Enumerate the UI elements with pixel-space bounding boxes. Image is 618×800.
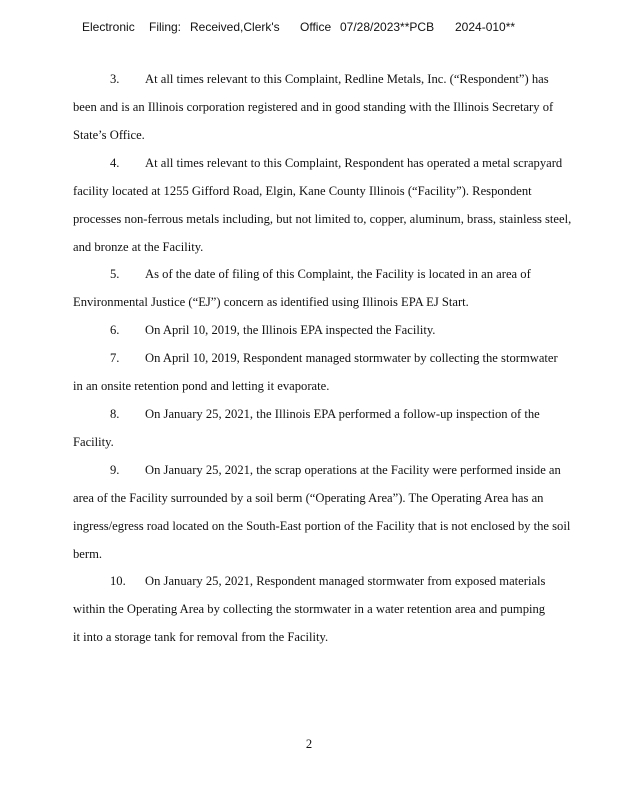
- header-filing: Filing:: [149, 20, 182, 34]
- paragraph-number: 7.: [110, 351, 120, 365]
- paragraph-line: At all times relevant to this Complaint, Respondent has operated a metal scrapyard: [145, 156, 563, 170]
- header-electronic: Electronic: [82, 20, 135, 34]
- paragraph-line: On April 10, 2019, Respondent managed stormwater by collecting the stormwater: [145, 351, 558, 365]
- paragraph-line: processes non-ferrous metals including, but not limited to, copper, aluminum, brass, stainless steel,: [73, 212, 572, 226]
- paragraph-line: State’s Office.: [73, 128, 145, 142]
- paragraph-line: berm.: [73, 547, 103, 561]
- paragraph-number: 9.: [110, 463, 120, 477]
- paragraph-line: As of the date of filing of this Complaint, the Facility is located in an area of: [145, 267, 531, 281]
- filing-stamp-header: [0, 20, 618, 36]
- paragraph-number: 5.: [110, 267, 120, 281]
- paragraph-line: Facility.: [73, 435, 114, 449]
- header-office: Office: [300, 20, 332, 34]
- paragraph-line: Environmental Justice (“EJ”) concern as identified using Illinois EPA EJ Start.: [73, 295, 469, 309]
- paragraph-line: At all times relevant to this Complaint, Redline Metals, Inc. (“Respondent”) has: [145, 72, 549, 86]
- page-number: 2: [305, 737, 313, 751]
- paragraph-line: area of the Facility surrounded by a soil berm (“Operating Area”). The Operating Area has an: [73, 491, 544, 505]
- header-received-clerks: Received,Clerk's: [190, 20, 280, 34]
- paragraph-line: in an onsite retention pond and letting it evaporate.: [73, 379, 330, 393]
- paragraph-number: 4.: [110, 156, 120, 170]
- paragraph-line: ingress/egress road located on the South-East portion of the Facility that is not enclosed by the soil: [73, 519, 571, 533]
- paragraph-number: 8.: [110, 407, 120, 421]
- paragraph-number: 3.: [110, 72, 120, 86]
- header-date-code: 07/28/2023**PCB: [340, 20, 435, 34]
- paragraph-line: been and is an Illinois corporation registered and in good standing with the Illinois Secretary of: [73, 100, 554, 114]
- paragraph-line: On April 10, 2019, the Illinois EPA inspected the Facility.: [145, 323, 436, 337]
- paragraph-line: On January 25, 2021, the scrap operations at the Facility were performed inside an: [145, 463, 561, 477]
- paragraph-line: within the Operating Area by collecting the stormwater in a water retention area and pumping: [73, 602, 546, 616]
- paragraph-line: On January 25, 2021, the Illinois EPA performed a follow-up inspection of the: [145, 407, 540, 421]
- paragraph-line: and bronze at the Facility.: [73, 240, 204, 254]
- paragraph-number: 6.: [110, 323, 120, 337]
- header-case-number: 2024-010**: [455, 20, 516, 34]
- paragraph-line: On January 25, 2021, Respondent managed stormwater from exposed materials: [145, 574, 546, 588]
- paragraph-line: it into a storage tank for removal from the Facility.: [73, 630, 329, 644]
- paragraph-number: 10.: [110, 574, 126, 588]
- paragraph-line: facility located at 1255 Gifford Road, Elgin, Kane County Illinois (“Facility”). Respondent: [73, 184, 532, 198]
